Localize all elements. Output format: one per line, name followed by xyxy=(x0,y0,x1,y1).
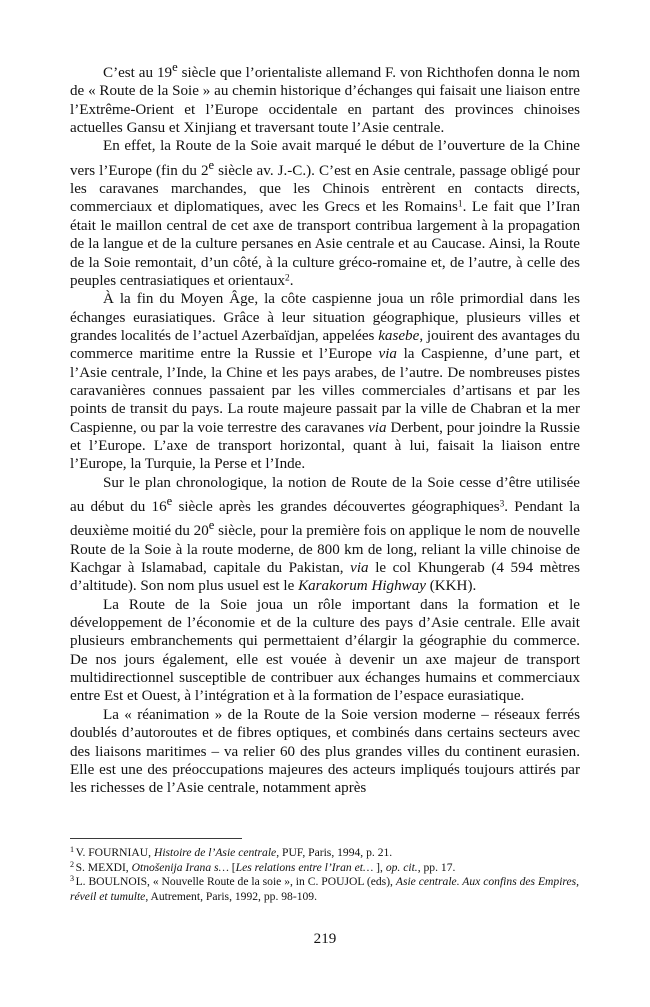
text-run: Derbent, pour joindre la Russie et l’Europe. L’axe de transport horizontal, quant à lui, faisait la liaison entre l’Europe, la Turquie, la Perse et l’Inde. xyxy=(70,419,580,473)
footnote-reference: 2 xyxy=(285,273,290,284)
text-run: S. MEXDI, xyxy=(75,860,132,874)
text-run: [ xyxy=(228,860,236,874)
text-run: siècle av. J.-C.). C’est en Asie centrale, passage obligé pour les caravanes marchandes, que les Chinois entrèrent en contacts directs, commerciaux et diplomatiques, avec les Grecs et les Romains xyxy=(70,162,580,216)
text-run: la Caspienne, d’une part, et l’Asie centrale, l’Inde, la Chine et les pays arabes, de l’autre. De nombreuses pistes caravanières connues passaient par les villes commerciales d’artisans et par les points de transit du pays. La route majeure passait par la ville de Chabran et la mer Caspienne, ou par la voie terrestre des caravanes xyxy=(70,346,581,436)
paragraph xyxy=(70,474,580,596)
paragraph xyxy=(70,706,580,798)
italic-run: kasebe xyxy=(378,327,420,344)
footnote-marker: 1 xyxy=(70,845,75,855)
text-run: , jouirent des avantages du commerce maritime entre la Russie et l’Europe xyxy=(70,327,580,363)
text-run: L. BOULNOIS, « Nouvelle Route de la soie », in C. POUJOL (eds), xyxy=(75,875,396,889)
footnote-marker: 3 xyxy=(70,874,75,884)
text-run: . Le fait que l’Iran était le maillon central de cet axe de transport contribua largement à la propagation de la langue et de la culture persanes en Asie centrale et au Caucase. Ainsi, la Route de la Soie remontait, d’un côté, à la culture gréco-romaine et, de l’autre, à celle des peuples centrasiatiques et orientaux xyxy=(70,199,581,289)
italic-run: Asie centrale. Aux confins des Empires, réveil et tumulte xyxy=(70,875,580,903)
text-run: siècle, pour la première fois on applique le nom de nouvelle Route de la Soie à la route moderne, de 800 km de long, reliant la ville chinoise de Kachgar à Islamabad, capitale du Pakistan, xyxy=(70,523,580,577)
text-run: , pp. 17. xyxy=(417,860,456,874)
italic-run: Karakorum Highway xyxy=(298,578,426,595)
text-run: siècle que l’orientaliste allemand F. von Richthofen donna le nom de « Route de la Soie » au chemin historique d’échanges qui faisait une liaison entre l’Extrême-Orient et l’Europe occidentale en partant des provinces chinoises actuelles Gansu et Xinjiang et traversant toute l’Asie centrale. xyxy=(70,65,580,137)
ordinal-superscript: e xyxy=(208,518,215,533)
page-number: 219 xyxy=(313,931,337,947)
italic-run: via xyxy=(378,346,397,363)
ordinal-superscript: e xyxy=(208,157,215,172)
text-run: À la fin du Moyen Âge, la côte caspienne joua un rôle primordial dans les échanges eurasiatiques. Grâce à leur situation géographique, plusieurs villes et grandes localités de l’actuel Azerbaïdjan, appelées xyxy=(70,291,580,344)
italic-run: op. cit. xyxy=(385,860,418,874)
text-run: (KKH). xyxy=(425,578,477,595)
text-run: le col Khungerab (4 594 mètres d’altitude). Son nom plus usuel est le xyxy=(70,560,581,595)
ordinal-superscript: e xyxy=(172,60,178,74)
text-run: , PUF, Paris, 1994, p. 21. xyxy=(276,846,393,859)
text-run: . xyxy=(289,272,294,289)
paragraph xyxy=(70,58,580,137)
text-run: ], xyxy=(373,860,386,874)
italic-run: Otnošenija Irana s… xyxy=(131,860,229,874)
paragraph xyxy=(70,137,580,290)
footnote-text xyxy=(76,861,456,874)
text-run: V. FOURNIAU, xyxy=(75,846,154,859)
paragraph xyxy=(70,596,580,706)
footnote-reference: 3 xyxy=(499,499,505,510)
footnote-entry xyxy=(70,846,580,861)
footnote-text xyxy=(70,875,579,903)
italic-run: Histoire de l’Asie centrale xyxy=(153,846,277,859)
footnote-section xyxy=(70,838,580,904)
footnote-marker: 2 xyxy=(70,859,75,869)
text-run: En effet, la Route de la Soie avait marqué le début de l’ouverture de la Chine vers l’Europe (fin du 2 xyxy=(70,138,580,179)
text-run: , Autrement, Paris, 1992, pp. 98-109. xyxy=(145,889,317,903)
paragraph xyxy=(70,290,580,473)
footnote-separator-rule xyxy=(70,838,242,839)
text-run: La « réanimation » de la Route de la Soie version moderne – réseaux ferrés doublés d’autoroutes et de fibres optiques, et combinés dans certains secteurs avec des liaisons maritimes – va relier 60 des plus grandes villes du continent eurasien. Elle est une des préoccupations majeures des acteurs impliqués toujours attirés par les richesses de l’Asie centrale, notamment après xyxy=(70,706,580,797)
footnote-reference: 1 xyxy=(457,199,463,210)
text-run: siècle après les grandes découvertes géographiques xyxy=(172,499,500,515)
italic-run: via xyxy=(350,560,369,577)
text-run: . Pendant la deuxième moitié du 20 xyxy=(70,499,581,540)
footnote-entry xyxy=(70,875,580,904)
italic-run: via xyxy=(368,419,387,436)
text-run: C’est au 19 xyxy=(103,65,173,82)
footnote-entry xyxy=(70,861,580,876)
text-run: La Route de la Soie joua un rôle important dans la formation et le développement de l’économie et de la culture des pays d’Asie centrale. Elle avait plusieurs embranchements qui permettaient d’élargir la géographie du commerce. De nos jours également, elle est vouée à devenir un axe majeur de transport multidirectionnel susceptible de contribuer aux échanges humains et commerciaux entre Est et Ouest, à l’intégration et à la formation de l’espace eurasiatique. xyxy=(70,596,580,705)
footnote-text xyxy=(76,846,393,859)
ordinal-superscript: e xyxy=(166,493,173,508)
text-run: Sur le plan chronologique, la notion de Route de la Soie cesse d’être utilisée au début du 16 xyxy=(70,474,580,515)
body-text-column xyxy=(70,58,580,798)
italic-run: Les relations entre l’Iran et… xyxy=(235,860,374,874)
